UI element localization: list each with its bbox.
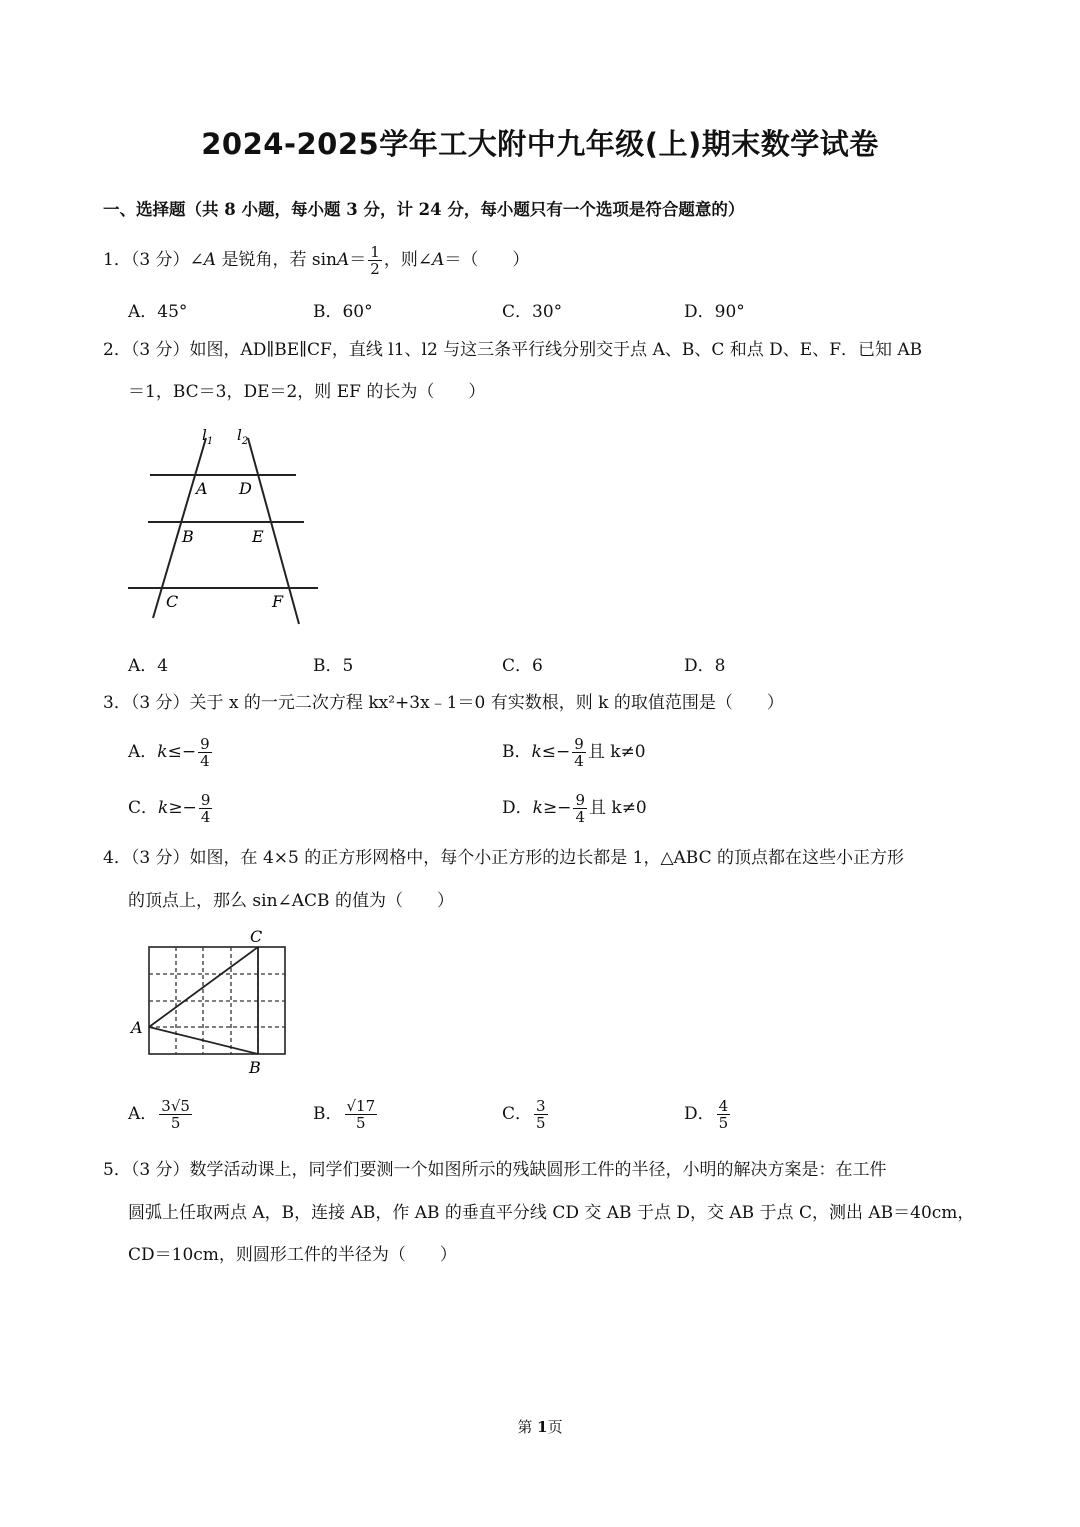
question-2-line-2: ＝1，BC＝3，DE＝2，则 EF 的长为（ ） bbox=[128, 382, 486, 402]
section-heading: 一、选择题（共 8 小题，每小题 3 分，计 24 分，每小题只有一个选项是符合题意的） bbox=[103, 200, 745, 219]
question-5-line-2: 圆弧上任取两点 A，B，连接 AB，作 AB 的垂直平分线 CD 交 AB 于点 D，交 AB 于点 C，测出 AB＝40cm， bbox=[128, 1203, 975, 1223]
q1-option-a[interactable]: A．45° bbox=[128, 302, 188, 322]
q4-option-b[interactable]: B． $\frac{√17}{5}$ bbox=[313, 1097, 376, 1132]
label-B: B bbox=[249, 1058, 261, 1077]
transversal-l1 bbox=[153, 438, 206, 618]
label-B: B bbox=[182, 527, 194, 546]
page-footer: 第 1页 bbox=[517, 1418, 563, 1436]
q1-option-c[interactable]: C．30° bbox=[502, 302, 563, 322]
question-2-line-1: 2．（3 分）如图，AD∥BE∥CF，直线 l1、l2 与这三条平行线分别交于点 A、B、C 和点 D、E、F．已知 AB bbox=[103, 340, 923, 360]
q2-option-a[interactable]: A．4 bbox=[128, 656, 169, 676]
q3-option-b[interactable]: B．k≤− $\frac{9}{4}$ 且 k≠0 bbox=[502, 735, 646, 770]
q4-option-c[interactable]: C． $\frac{3}{5}$ bbox=[502, 1097, 546, 1132]
q2-parallel-lines-figure bbox=[120, 420, 330, 630]
label-D: D bbox=[239, 479, 252, 498]
side-AC bbox=[149, 947, 258, 1027]
label-l2: $l_2$ bbox=[237, 426, 249, 447]
q1-fraction: $\frac{1}{2}$ bbox=[370, 243, 380, 278]
q2-option-d[interactable]: D．8 bbox=[684, 656, 726, 676]
question-4-line-2: 的顶点上，那么 sin∠ACB 的值为（ ） bbox=[128, 891, 454, 911]
q2-option-b[interactable]: B．5 bbox=[313, 656, 354, 676]
q1-number: 1． bbox=[103, 250, 131, 270]
label-E: E bbox=[252, 527, 264, 546]
grid-lines bbox=[149, 947, 285, 1054]
q4-option-a[interactable]: A． $\frac{3√5}{5}$ bbox=[128, 1097, 190, 1132]
q1-angle: ∠A bbox=[189, 250, 217, 270]
q1-option-d[interactable]: D．90° bbox=[684, 302, 745, 322]
question-3: 3．（3 分）关于 x 的一元二次方程 kx²+3x﹣1＝0 有实数根，则 k 的取值范围是（ ） bbox=[103, 693, 784, 713]
question-5-line-3: CD＝10cm，则圆形工件的半径为（ ） bbox=[128, 1245, 457, 1265]
q1-score: （3 分） bbox=[130, 250, 190, 270]
q2-option-c[interactable]: C．6 bbox=[502, 656, 543, 676]
question-1: 1．（3 分）∠A 是锐角，若 sinA＝ $\frac{1}{2}$ ，则∠A＝（ ） bbox=[103, 243, 530, 278]
q4-grid-triangle-figure bbox=[128, 925, 298, 1080]
q4-option-d[interactable]: D． $\frac{4}{5}$ bbox=[684, 1097, 729, 1132]
label-C: C bbox=[250, 927, 263, 946]
page-title: 2024-2025学年工大附中九年级(上)期末数学试卷 bbox=[201, 127, 879, 161]
label-C: C bbox=[166, 592, 179, 611]
label-F: F bbox=[272, 592, 284, 611]
q1-option-b[interactable]: B．60° bbox=[313, 302, 373, 322]
q3-option-a[interactable]: A．k≤− $\frac{9}{4}$ bbox=[128, 735, 210, 770]
label-A: A bbox=[196, 479, 208, 498]
q3-option-c[interactable]: C．k≥− $\frac{9}{4}$ bbox=[128, 791, 211, 826]
label-l1: $l_1$ bbox=[202, 426, 214, 447]
page-number: 1 bbox=[537, 1418, 548, 1436]
question-5-line-1: 5．（3 分）数学活动课上，同学们要测一个如图所示的残缺圆形工件的半径，小明的解决方案是：在工件 bbox=[103, 1160, 887, 1180]
question-4-line-1: 4．（3 分）如图，在 4×5 的正方形网格中，每个小正方形的边长都是 1，△ABC 的顶点都在这些小正方形 bbox=[103, 848, 905, 868]
q3-option-d[interactable]: D．k≥− $\frac{9}{4}$ 且 k≠0 bbox=[502, 791, 647, 826]
label-A: A bbox=[131, 1018, 143, 1037]
